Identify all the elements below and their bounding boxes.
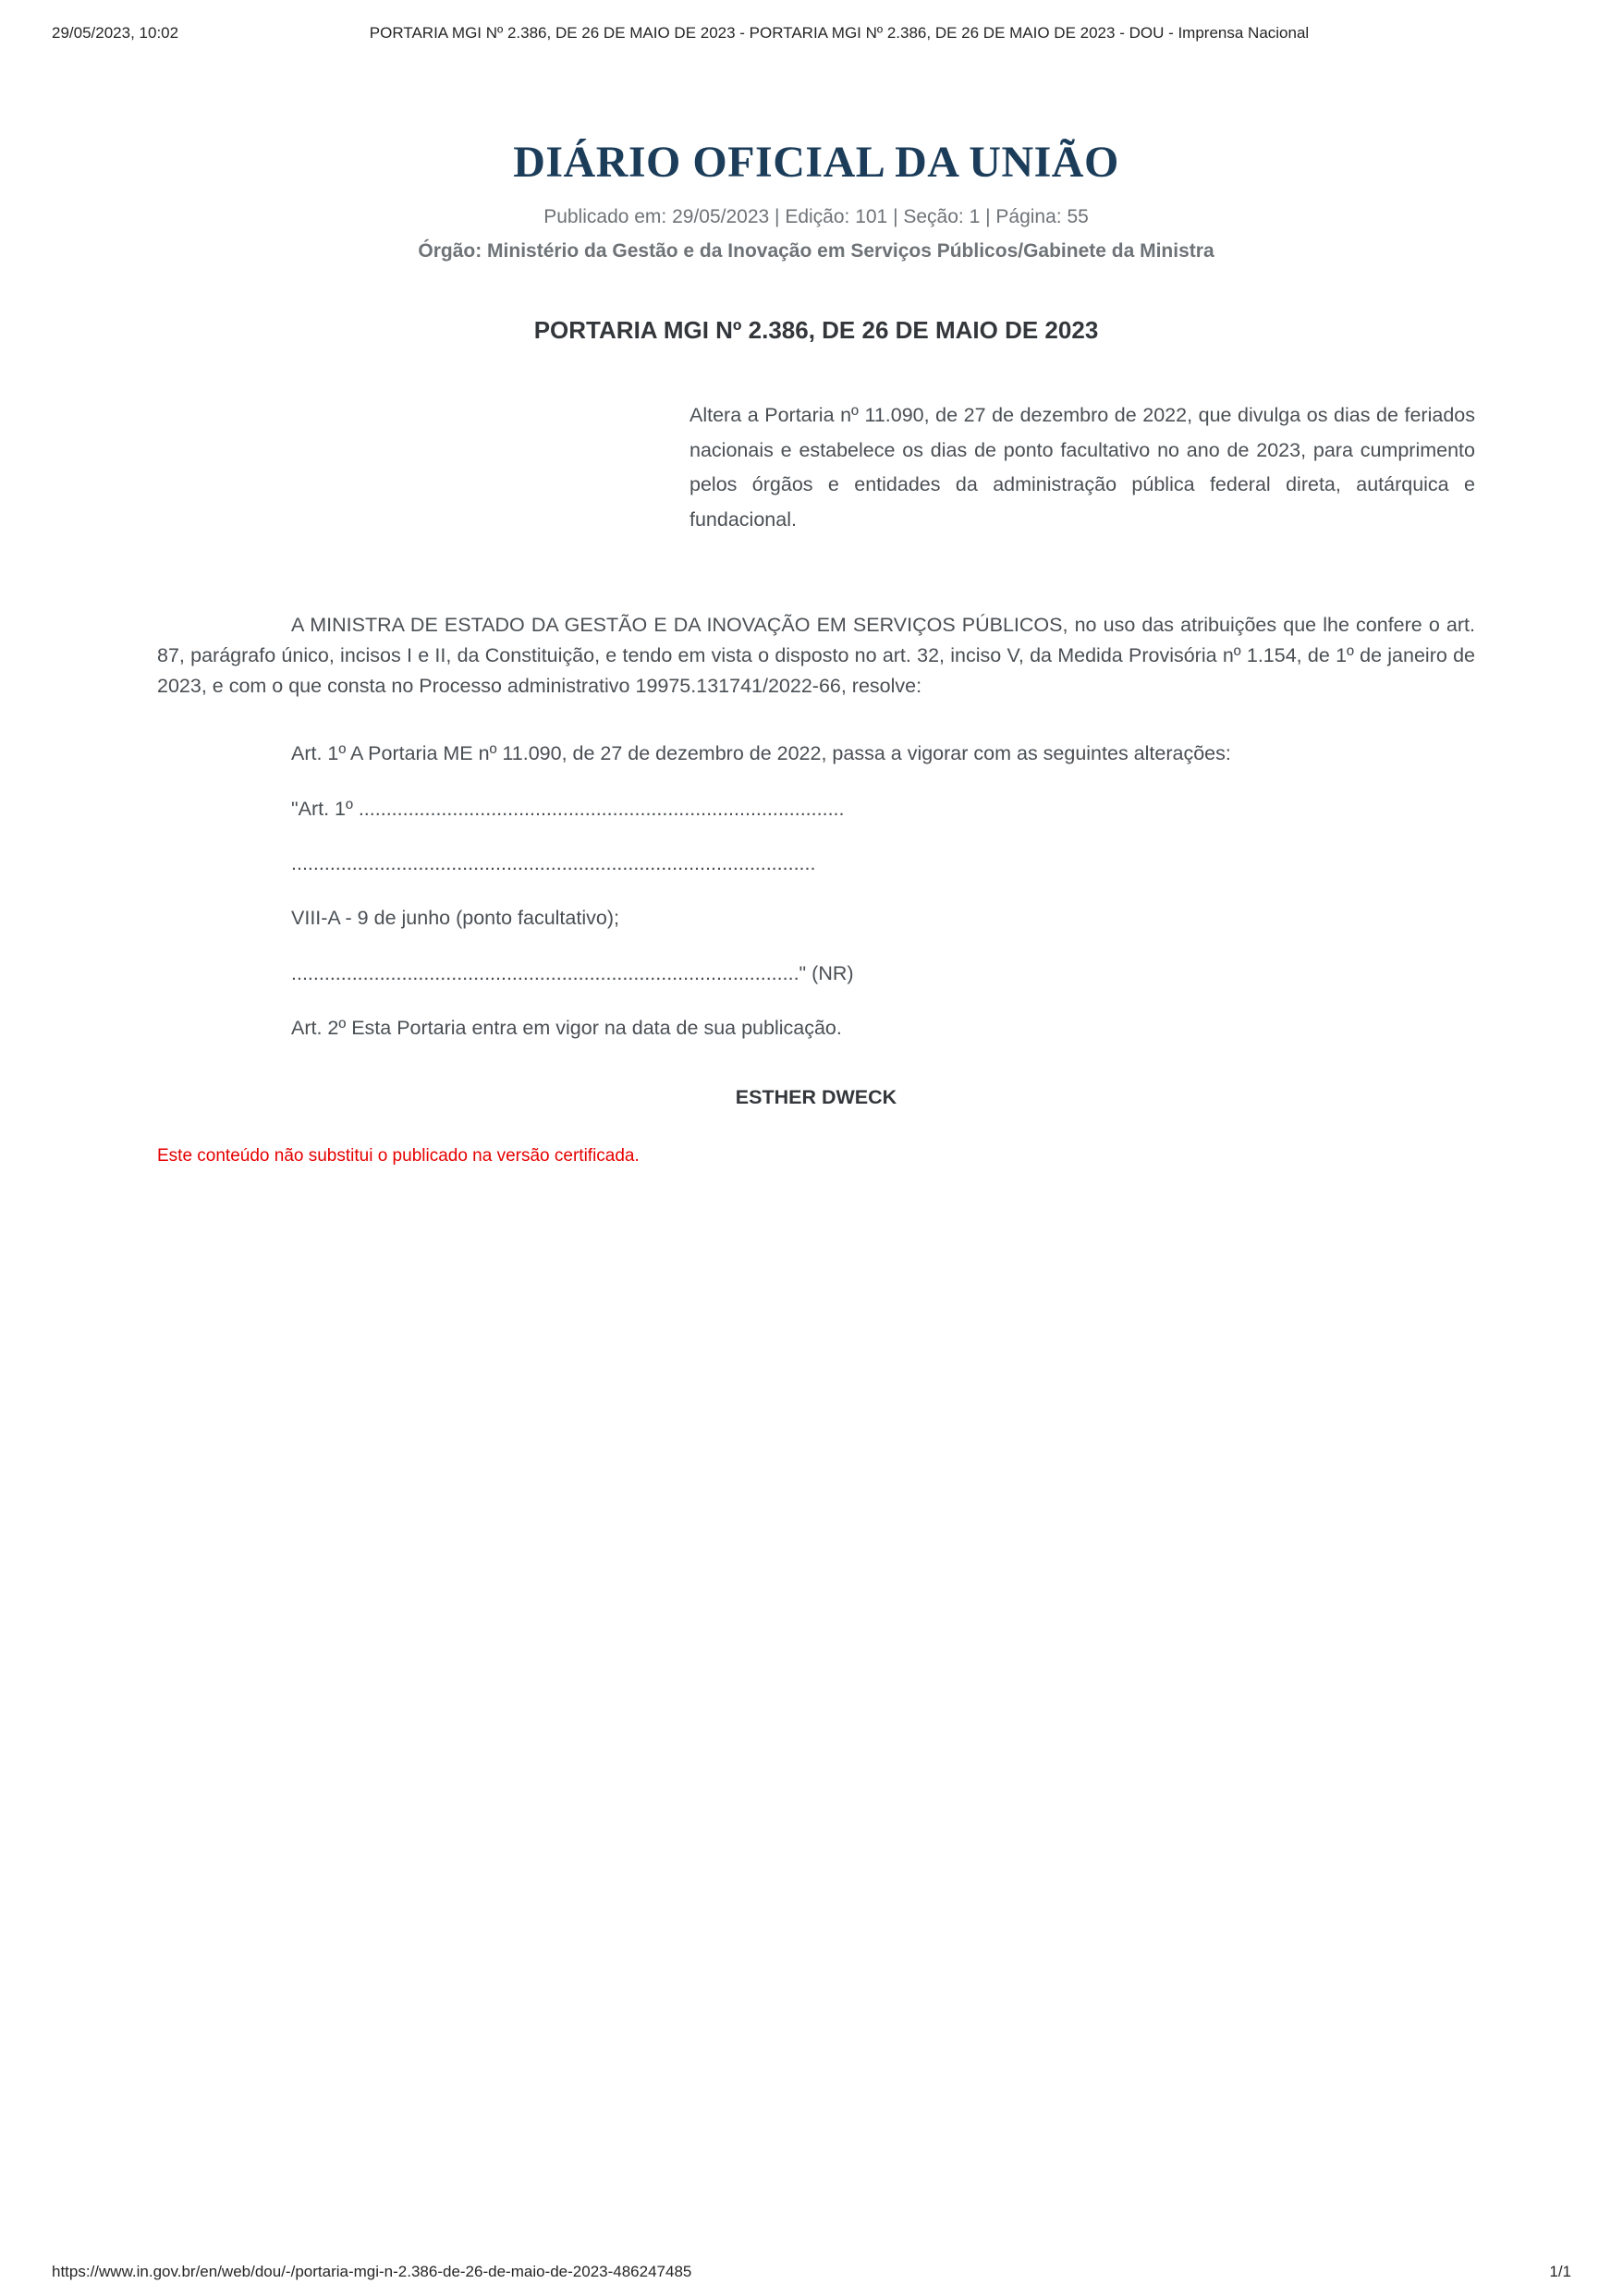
dotted-line: ............................................................................................... [291,852,816,875]
dotted-line-nr: ............................................................................................" (NR) [291,961,854,984]
article-2: Art. 2º Esta Portaria entra em vigor na data de sua publicação. [291,1017,842,1039]
print-header [0,24,1623,48]
quoted-article-1-line: "Art. 1º ........................................................................................ [291,797,845,820]
gazette-title: DIÁRIO OFICIAL DA UNIÃO [513,138,1119,187]
ementa-paragraph: Altera a Portaria nº 11.090, de 27 de dezembro de 2022, que divulga os dias de feriados nacionais e estabelece os dias de ponto facultativo no ano de 2023, para cumprimento pelos órgãos e entidades da administração pública federal direta, autárquica e fundacional. [689,404,1475,531]
signature-name: ESTHER DWECK [735,1086,897,1109]
article-1-intro: Art. 1º A Portaria ME nº 11.090, de 27 de dezembro de 2022, passa a vigorar com as seguintes alterações: [291,742,1231,765]
footer-page-indicator: 1/1 [1549,2263,1571,2280]
print-header-title: PORTARIA MGI Nº 2.386, DE 26 DE MAIO DE 2023 - PORTARIA MGI Nº 2.386, DE 26 DE MAIO DE 2023 - DOU - Imprensa Nacional [369,24,1310,42]
document-title: PORTARIA MGI Nº 2.386, DE 26 DE MAIO DE 2023 [533,316,1099,344]
item-viii-a: VIII-A - 9 de junho (ponto facultativo); [291,907,619,930]
print-footer [52,2263,1571,2281]
publication-info: Publicado em: 29/05/2023 | Edição: 101 | Seção: 1 | Página: 55 [543,206,1089,227]
preamble-paragraph: A MINISTRA DE ESTADO DA GESTÃO E DA INOVAÇÃO EM SERVIÇOS PÚBLICOS, no uso das atribuições que lhe confere o art. 87, parágrafo único, incisos I e II, da Constituição, e tendo em vista o disposto no art. 32, inciso V, da Medida Provisória nº 1.154, de 1º de janeiro de 2023, e com o que consta no Processo administrativo 19975.131741/2022-66, resolve: [157,613,1475,698]
footer-url: https://www.in.gov.br/en/web/dou/-/portaria-mgi-n-2.386-de-26-de-maio-de-2023-486247485 [52,2263,692,2280]
print-header-datetime: 29/05/2023, 10:02 [52,24,179,42]
certification-disclaimer: Este conteúdo não substitui o publicado na versão certificada. [157,1146,640,1166]
organ-line: Órgão: Ministério da Gestão e da Inovação em Serviços Públicos/Gabinete da Ministra [418,240,1214,262]
